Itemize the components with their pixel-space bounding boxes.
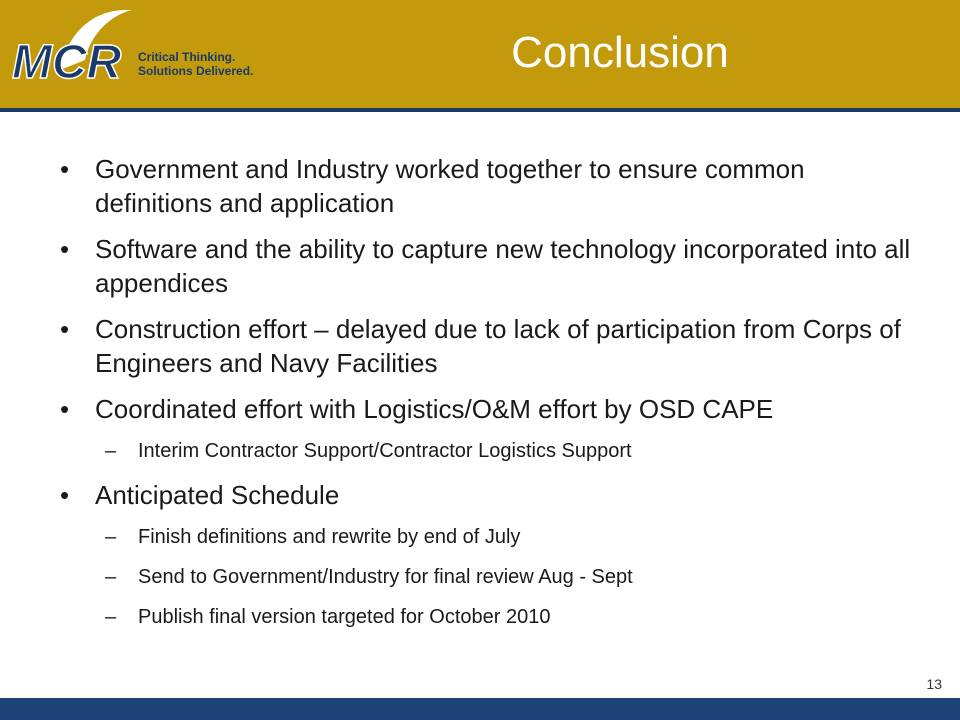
sub-bullet-item [60, 438, 920, 464]
mcr-logo [0, 0, 330, 108]
logo-mark: MCR [12, 36, 122, 89]
sub-bullet-text: Send to Government/Industry for final review Aug - Sept [138, 566, 633, 588]
logo-tagline-line1: Critical Thinking. [138, 50, 236, 64]
logo-tagline-line2: Solutions Delivered. [138, 64, 254, 78]
bullet-text: Anticipated Schedule [95, 480, 340, 510]
bullet-text: Software and the ability to capture new technology incorporated into all appendices [95, 234, 911, 298]
bullet-text: Government and Industry worked together to ensure common definitions and application [95, 154, 805, 218]
slide-title: Conclusion [511, 28, 729, 77]
bullet-item [60, 232, 920, 300]
bullet-item [60, 152, 920, 220]
sub-bullet-text: Publish final version targeted for October 2010 [138, 606, 551, 628]
sub-bullet-item [60, 524, 920, 550]
bullet-icon: • [60, 394, 70, 424]
page-number: 13 [926, 676, 942, 692]
dash-icon: – [105, 526, 117, 548]
bullet-item [60, 478, 920, 512]
sub-bullet-text: Interim Contractor Support/Contractor Logistics Support [138, 440, 632, 462]
bullet-item [60, 392, 920, 426]
dash-icon: – [105, 566, 117, 588]
bullet-item [60, 312, 920, 380]
slide-body [60, 152, 920, 644]
bullet-text: Construction effort – delayed due to lack of participation from Corps of Engineers and Navy Facilities [95, 314, 901, 378]
bullet-icon: • [60, 480, 70, 510]
sub-bullet-item [60, 604, 920, 630]
bullet-icon: • [60, 154, 70, 184]
bullet-icon: • [60, 314, 70, 344]
slide-footer [0, 698, 960, 720]
bullet-text: Coordinated effort with Logistics/O&M effort by OSD CAPE [95, 394, 774, 424]
sub-bullet-item [60, 564, 920, 590]
bullet-icon: • [60, 234, 70, 264]
dash-icon: – [105, 606, 117, 628]
dash-icon: – [105, 440, 117, 462]
sub-bullet-text: Finish definitions and rewrite by end of July [138, 526, 521, 548]
header-divider [0, 108, 960, 112]
